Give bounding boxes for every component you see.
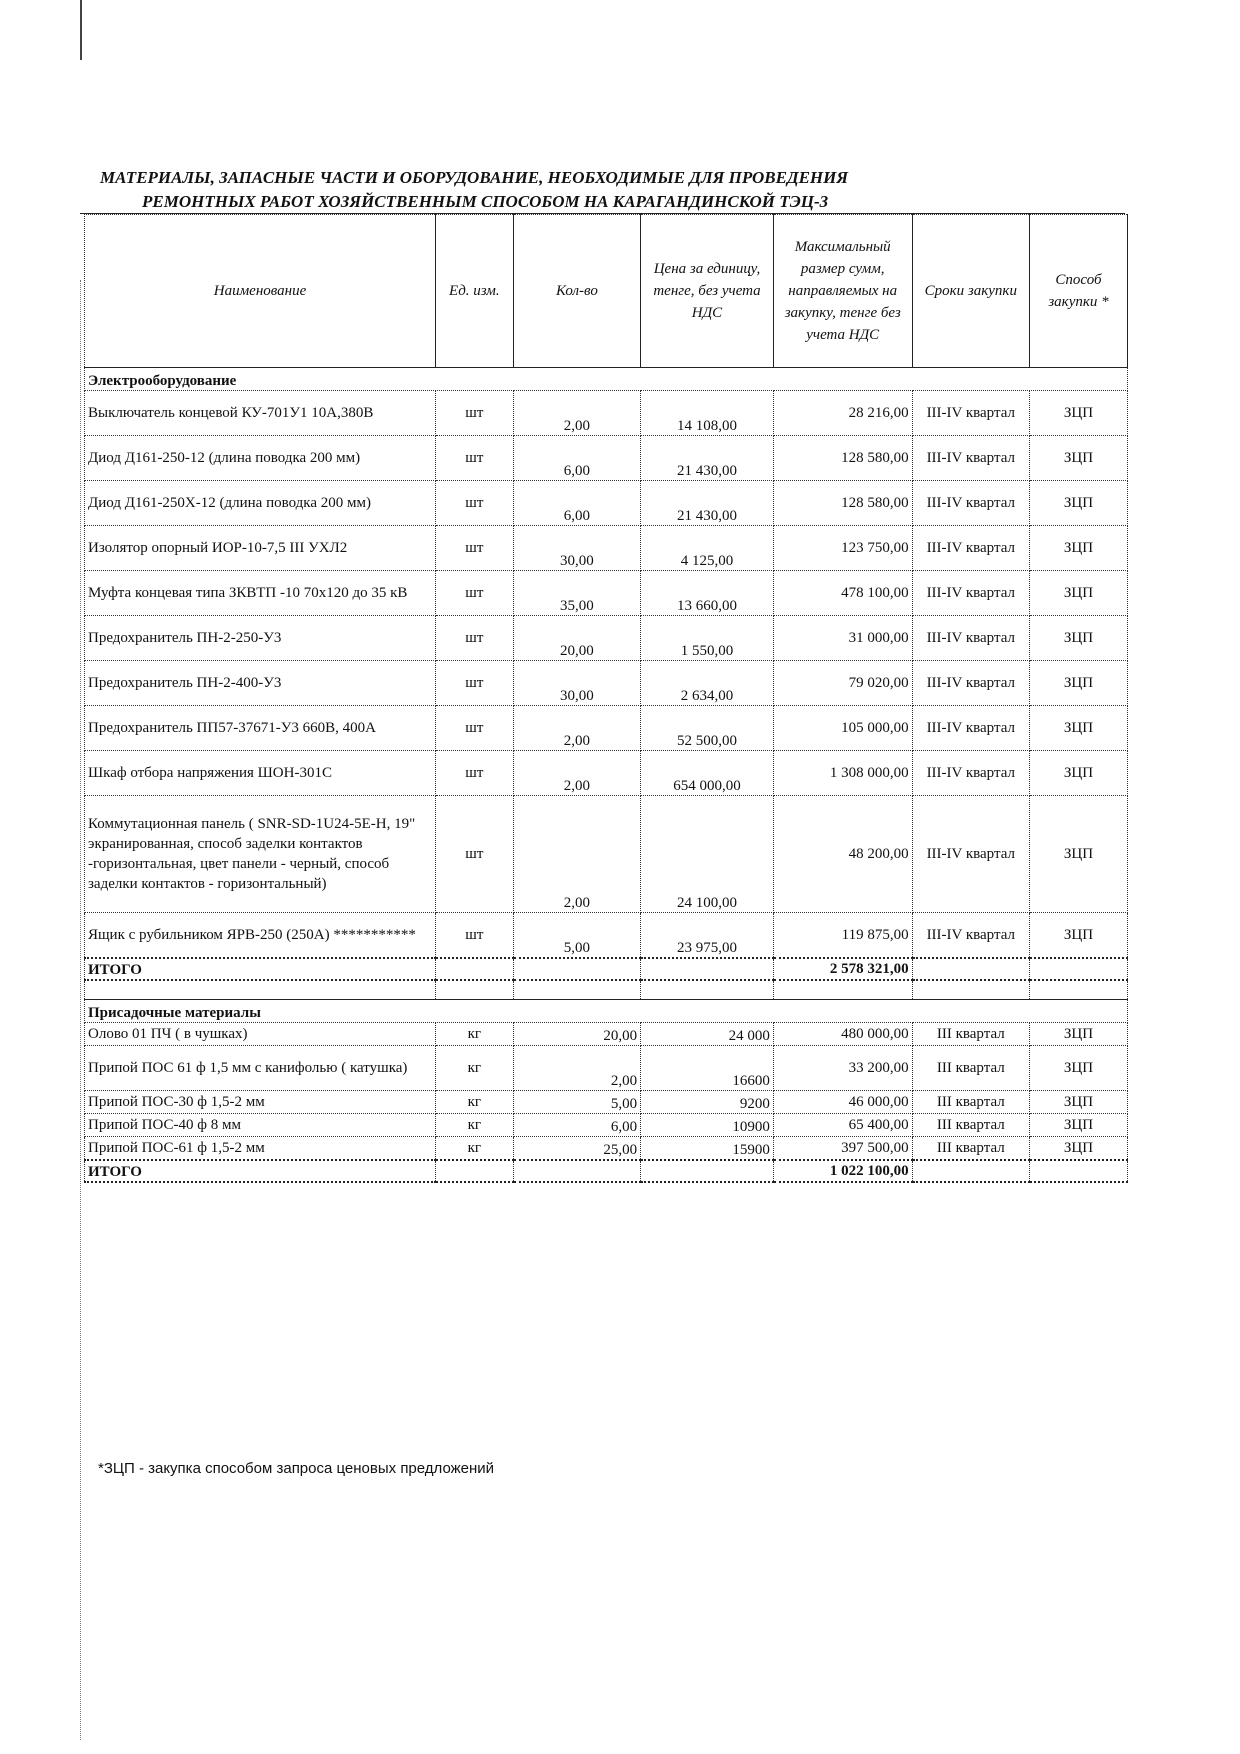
cell-sum: 397 500,00: [773, 1137, 912, 1161]
cell-way: ЗЦП: [1029, 661, 1127, 706]
table-row: [85, 913, 1128, 959]
cell-name: Припой ПОС 61 ф 1,5 мм с канифолью ( катушка): [85, 1046, 436, 1091]
cell-name: Припой ПОС-40 ф 8 мм: [85, 1114, 436, 1137]
table-row: [85, 751, 1128, 796]
total-label: ИТОГО: [85, 1160, 436, 1182]
title-line-2: РЕМОНТНЫХ РАБОТ ХОЗЯЙСТВЕННЫМ СПОСОБОМ НА КАРАГАНДИНСКОЙ ТЭЦ-3: [142, 192, 829, 211]
cell-qty: 2,00: [513, 391, 641, 436]
table-row: [85, 796, 1128, 913]
cell-term: III-IV квартал: [912, 571, 1029, 616]
cell-qty: 2,00: [513, 751, 641, 796]
total-sum: 1 022 100,00: [773, 1160, 912, 1182]
cell-qty: 35,00: [513, 571, 641, 616]
cell-term: III-IV квартал: [912, 706, 1029, 751]
col-header-price: Цена за единицу, тенге, без учета НДС: [641, 215, 774, 368]
document-title: [100, 166, 940, 214]
cell-qty: 20,00: [513, 1023, 641, 1046]
cell-sum: 65 400,00: [773, 1114, 912, 1137]
scan-edge-mark: [80, 0, 82, 60]
cell-unit: шт: [436, 796, 514, 913]
table-row: [85, 616, 1128, 661]
cell-unit: кг: [436, 1137, 514, 1161]
cell-price: 21 430,00: [641, 436, 774, 481]
blank-row: [85, 980, 1128, 1000]
cell-price: 10900: [641, 1114, 774, 1137]
table-row: [85, 1091, 1128, 1114]
total-label: ИТОГО: [85, 958, 436, 980]
cell-sum: 128 580,00: [773, 436, 912, 481]
cell-sum: 123 750,00: [773, 526, 912, 571]
cell-term: III-IV квартал: [912, 391, 1029, 436]
cell-way: ЗЦП: [1029, 1114, 1127, 1137]
cell-sum: 128 580,00: [773, 481, 912, 526]
cell-price: 15900: [641, 1137, 774, 1161]
cell-qty: 20,00: [513, 616, 641, 661]
table-row: [85, 706, 1128, 751]
section-title: Присадочные материалы: [85, 1000, 1128, 1023]
table-row: [85, 1023, 1128, 1046]
cell-name: Ящик с рубильником ЯРВ-250 (250А) ***********: [85, 913, 436, 959]
table-row: [85, 1137, 1128, 1161]
cell-way: ЗЦП: [1029, 1137, 1127, 1161]
cell-price: 9200: [641, 1091, 774, 1114]
cell-name: Предохранитель ПН-2-250-У3: [85, 616, 436, 661]
cell-way: ЗЦП: [1029, 571, 1127, 616]
cell-way: ЗЦП: [1029, 1091, 1127, 1114]
col-header-name: Наименование: [85, 215, 436, 368]
col-header-sum: Максимальный размер сумм, направляемых на закупку, тенге без учета НДС: [773, 215, 912, 368]
cell-qty: 25,00: [513, 1137, 641, 1161]
cell-qty: 30,00: [513, 526, 641, 571]
cell-name: Диод Д161-250-12 (длина поводка 200 мм): [85, 436, 436, 481]
table-row: [85, 526, 1128, 571]
cell-qty: 6,00: [513, 436, 641, 481]
cell-term: III-IV квартал: [912, 436, 1029, 481]
col-header-way: Способ закупки *: [1029, 215, 1127, 368]
cell-qty: 2,00: [513, 796, 641, 913]
cell-term: III-IV квартал: [912, 796, 1029, 913]
cell-qty: 5,00: [513, 1091, 641, 1114]
cell-price: 13 660,00: [641, 571, 774, 616]
cell-term: III квартал: [912, 1046, 1029, 1091]
cell-way: ЗЦП: [1029, 481, 1127, 526]
section-title: Электрооборудование: [85, 368, 1128, 391]
scan-edge-mark: [80, 280, 81, 1740]
cell-sum: 79 020,00: [773, 661, 912, 706]
cell-sum: 28 216,00: [773, 391, 912, 436]
cell-price: 1 550,00: [641, 616, 774, 661]
cell-price: 4 125,00: [641, 526, 774, 571]
cell-unit: кг: [436, 1091, 514, 1114]
cell-unit: шт: [436, 571, 514, 616]
cell-sum: 33 200,00: [773, 1046, 912, 1091]
cell-term: III квартал: [912, 1091, 1029, 1114]
cell-way: ЗЦП: [1029, 616, 1127, 661]
cell-way: ЗЦП: [1029, 706, 1127, 751]
cell-way: ЗЦП: [1029, 391, 1127, 436]
cell-price: 24 100,00: [641, 796, 774, 913]
cell-price: 2 634,00: [641, 661, 774, 706]
cell-price: 21 430,00: [641, 481, 774, 526]
cell-unit: кг: [436, 1114, 514, 1137]
cell-term: III-IV квартал: [912, 616, 1029, 661]
cell-sum: 478 100,00: [773, 571, 912, 616]
table-row: [85, 661, 1128, 706]
cell-unit: шт: [436, 481, 514, 526]
total-row: [85, 1160, 1128, 1182]
cell-qty: 6,00: [513, 481, 641, 526]
cell-term: III квартал: [912, 1114, 1029, 1137]
cell-unit: шт: [436, 526, 514, 571]
col-header-unit: Ед. изм.: [436, 215, 514, 368]
cell-term: III-IV квартал: [912, 481, 1029, 526]
cell-name: Изолятор опорный ИОР-10-7,5 III УХЛ2: [85, 526, 436, 571]
cell-unit: шт: [436, 706, 514, 751]
section-title-row: [85, 1000, 1128, 1023]
cell-unit: шт: [436, 913, 514, 959]
cell-price: 16600: [641, 1046, 774, 1091]
cell-unit: кг: [436, 1023, 514, 1046]
cell-qty: 5,00: [513, 913, 641, 959]
cell-price: 14 108,00: [641, 391, 774, 436]
cell-term: III-IV квартал: [912, 913, 1029, 959]
cell-sum: 480 000,00: [773, 1023, 912, 1046]
cell-sum: 31 000,00: [773, 616, 912, 661]
cell-name: Выключатель концевой КУ-701У1 10А,380В: [85, 391, 436, 436]
cell-term: III-IV квартал: [912, 526, 1029, 571]
table-header-row: [85, 215, 1128, 368]
cell-sum: 46 000,00: [773, 1091, 912, 1114]
cell-unit: шт: [436, 391, 514, 436]
cell-term: III квартал: [912, 1023, 1029, 1046]
cell-name: Припой ПОС-30 ф 1,5-2 мм: [85, 1091, 436, 1114]
cell-name: Диод Д161-250Х-12 (длина поводка 200 мм): [85, 481, 436, 526]
cell-unit: шт: [436, 616, 514, 661]
cell-way: ЗЦП: [1029, 796, 1127, 913]
table-row: [85, 571, 1128, 616]
total-row: [85, 958, 1128, 980]
cell-sum: 105 000,00: [773, 706, 912, 751]
section-title-row: [85, 368, 1128, 391]
total-sum: 2 578 321,00: [773, 958, 912, 980]
cell-way: ЗЦП: [1029, 913, 1127, 959]
cell-sum: 119 875,00: [773, 913, 912, 959]
cell-name: Коммутационная панель ( SNR-SD-1U24-5E-H, 19" экранированная, способ заделки контактов -горизонтальная, цвет панели - черный, способ заделки контактов - горизонтальный): [85, 796, 436, 913]
cell-price: 52 500,00: [641, 706, 774, 751]
cell-way: ЗЦП: [1029, 1023, 1127, 1046]
cell-qty: 6,00: [513, 1114, 641, 1137]
cell-term: III квартал: [912, 1137, 1029, 1161]
table-row: [85, 1046, 1128, 1091]
cell-price: 24 000: [641, 1023, 774, 1046]
cell-name: Муфта концевая типа ЗКВТП -10 70х120 до 35 кВ: [85, 571, 436, 616]
cell-name: Шкаф отбора напряжения ШОН-301С: [85, 751, 436, 796]
cell-name: Припой ПОС-61 ф 1,5-2 мм: [85, 1137, 436, 1161]
cell-way: ЗЦП: [1029, 1046, 1127, 1091]
cell-price: 654 000,00: [641, 751, 774, 796]
col-header-term: Сроки закупки: [912, 215, 1029, 368]
cell-unit: кг: [436, 1046, 514, 1091]
cell-qty: 2,00: [513, 1046, 641, 1091]
title-line-1: МАТЕРИАЛЫ, ЗАПАСНЫЕ ЧАСТИ И ОБОРУДОВАНИЕ, НЕОБХОДИМЫЕ ДЛЯ ПРОВЕДЕНИЯ: [100, 168, 849, 187]
cell-way: ЗЦП: [1029, 526, 1127, 571]
cell-qty: 30,00: [513, 661, 641, 706]
cell-name: Предохранитель ПП57-37671-У3 660В, 400А: [85, 706, 436, 751]
cell-unit: шт: [436, 751, 514, 796]
cell-way: ЗЦП: [1029, 751, 1127, 796]
footnote: *ЗЦП - закупка способом запроса ценовых предложений: [98, 1460, 495, 1477]
cell-term: III-IV квартал: [912, 661, 1029, 706]
cell-name: Предохранитель ПН-2-400-У3: [85, 661, 436, 706]
cell-unit: шт: [436, 436, 514, 481]
cell-qty: 2,00: [513, 706, 641, 751]
cell-sum: 1 308 000,00: [773, 751, 912, 796]
table-row: [85, 481, 1128, 526]
cell-way: ЗЦП: [1029, 436, 1127, 481]
cell-unit: шт: [436, 661, 514, 706]
cell-price: 23 975,00: [641, 913, 774, 959]
cell-sum: 48 200,00: [773, 796, 912, 913]
table-row: [85, 391, 1128, 436]
table-row: [85, 1114, 1128, 1137]
cell-name: Олово 01 ПЧ ( в чушках): [85, 1023, 436, 1046]
table-row: [85, 436, 1128, 481]
col-header-qty: Кол-во: [513, 215, 641, 368]
materials-table: [84, 214, 1128, 1183]
cell-term: III-IV квартал: [912, 751, 1029, 796]
